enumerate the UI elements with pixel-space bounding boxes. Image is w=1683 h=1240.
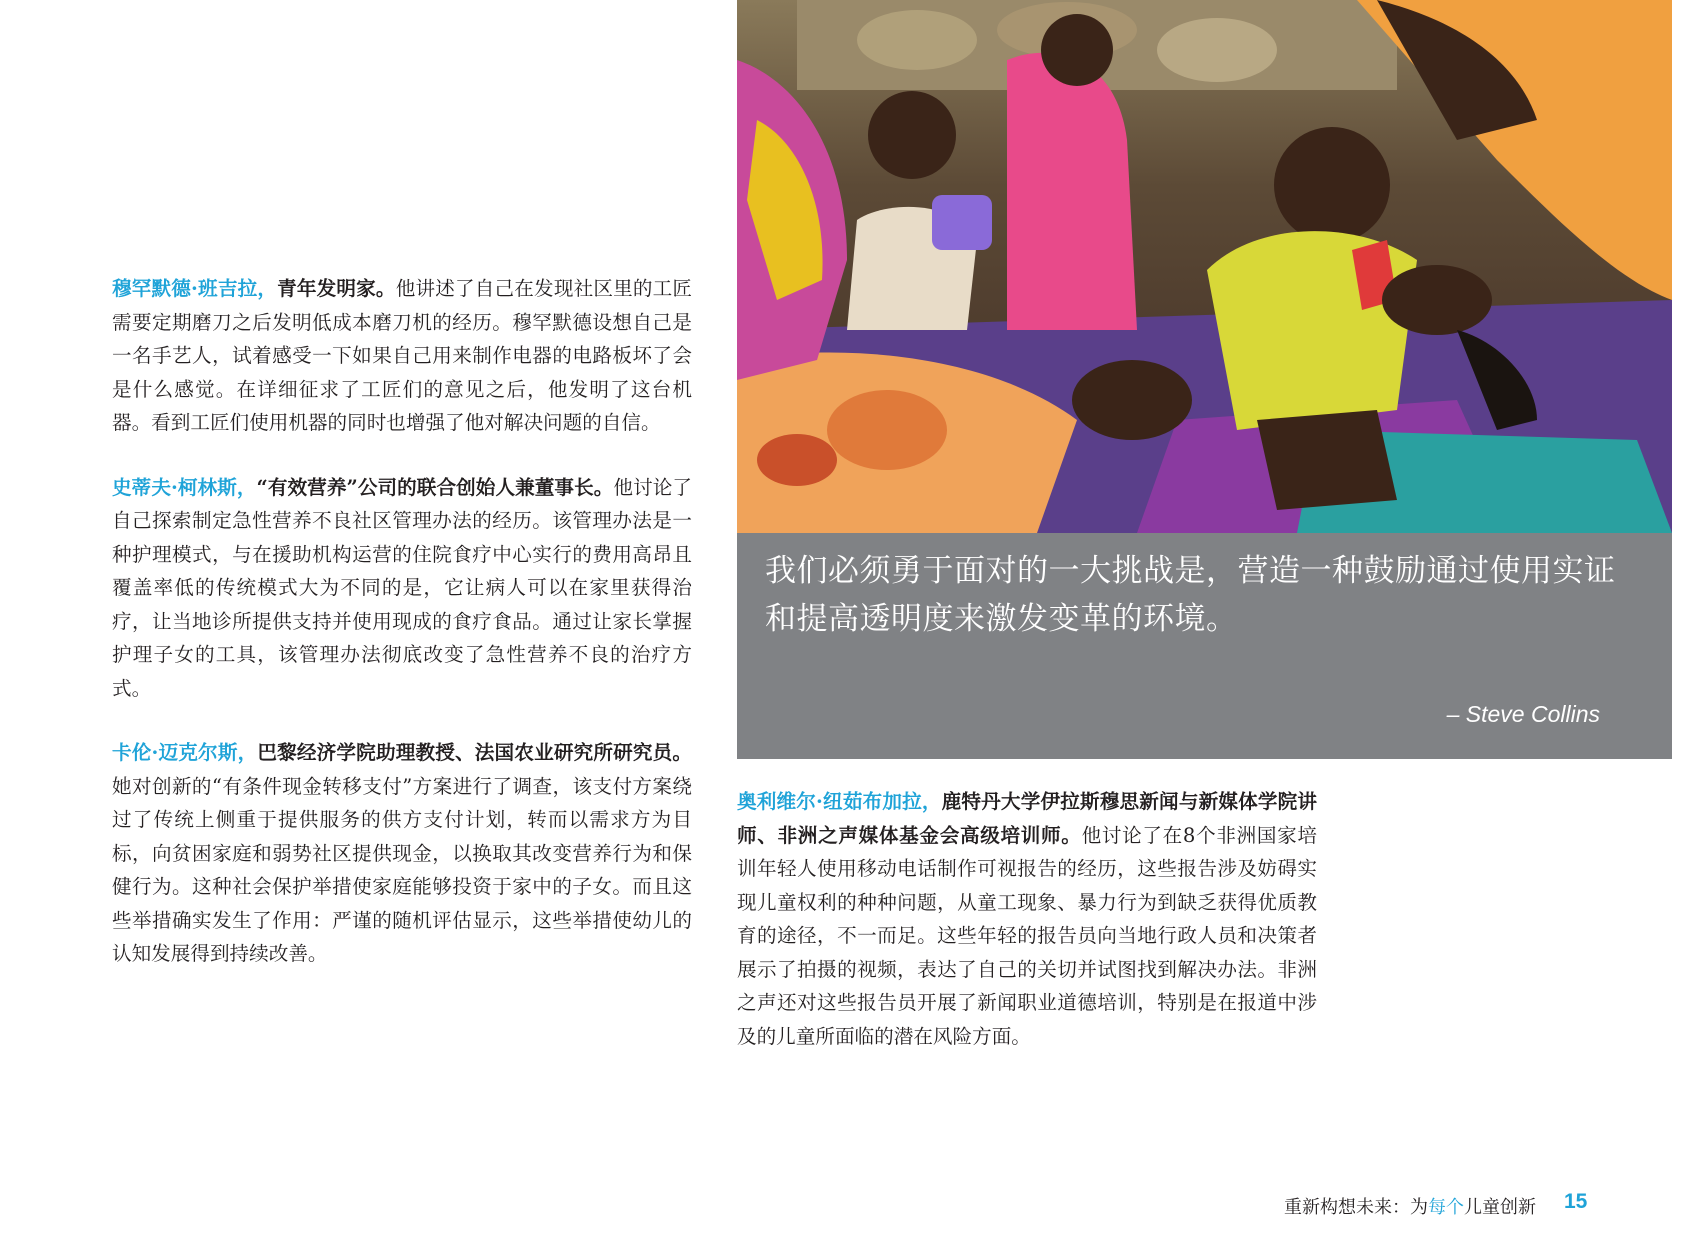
right-column <box>737 785 1317 1053</box>
page-footer <box>1284 1190 1604 1220</box>
entry-body: 他讨论了自己探索制定急性营养不良社区管理办法的经历。该管理办法是一种护理模式，与在援助机构运营的住院食疗中心实行的费用高昂且覆盖率低的传统模式大为不同的是，它让病人可以在家里获得治疗，让当地诊所提供支持并使用现成的食疗食品。通过让家长掌握护理子女的工具，该管理办法彻底改变了急性营养不良的治疗方式。 <box>112 475 692 700</box>
quote-text: 我们必须勇于面对的一大挑战是，营造一种鼓励通过使用实证和提高透明度来激发变革的环境。 <box>765 553 1616 637</box>
quote-attribution: – Steve Collins <box>1446 701 1600 727</box>
left-column <box>112 272 692 971</box>
person-name: 奥利维尔·纽茹布加拉， <box>737 790 942 813</box>
person-title: 鹿特丹大学伊拉斯穆思新闻与新媒体学院讲师、非洲之声媒体基金会高级培训师。 <box>737 790 1317 847</box>
photo-children-feeding <box>737 0 1672 533</box>
person-name: 史蒂夫·柯林斯， <box>112 475 257 499</box>
person-title: “有效营养”公司的联合创始人兼董事长。 <box>256 475 614 499</box>
entry-steve <box>112 471 692 706</box>
person-title: 青年发明家。 <box>277 277 396 300</box>
running-title-prefix: 重新构想未来：为 <box>1284 1197 1428 1218</box>
running-title-highlight: 每个 <box>1428 1197 1464 1218</box>
page-number: 15 <box>1564 1190 1588 1213</box>
person-name: 穆罕默德·班吉拉， <box>112 277 278 300</box>
entry-olivier <box>737 785 1317 1053</box>
entry-mohammed <box>112 272 692 440</box>
running-title <box>1284 1193 1536 1219</box>
entry-body: 她对创新的“有条件现金转移支付”方案进行了调查，该支付方案绕过了传统上侧重于提供服务的供方支付计划，转而以需求方为目标，向贫困家庭和弱势社区提供现金，以换取其改变营养行为和保健行为。这种社会保护举措使家庭能够投资于家中的子女。而且这些举措确实发生了作用：严谨的随机评估显示，这些举措使幼儿的认知发展得到持续改善。 <box>112 774 692 965</box>
entry-karen <box>112 736 692 971</box>
person-name: 卡伦·迈克尔斯， <box>112 741 258 764</box>
person-title: 巴黎经济学院助理教授、法国农业研究所研究员。 <box>257 741 693 764</box>
entry-body: 他讨论了在8个非洲国家培训年轻人使用移动电话制作可视报告的经历，这些报告涉及妨碍实现儿童权利的种种问题，从童工现象、暴力行为到缺乏获得优质教育的途径，不一而足。这些年轻的报告员向当地行政人员和决策者展示了拍摄的视频，表达了自己的关切并试图找到解决办法。非洲之声还对这些报告员开展了新闻职业道德培训，特别是在报道中涉及的儿童所面临的潜在风险方面。 <box>737 823 1318 1048</box>
pull-quote <box>737 533 1672 759</box>
running-title-suffix: 儿童创新 <box>1464 1197 1536 1218</box>
entry-body: 他讲述了自己在发现社区里的工匠需要定期磨刀之后发明低成本磨刀机的经历。穆罕默德设想自己是一名手艺人，试着感受一下如果自己用来制作电器的电路板坏了会是什么感觉。在详细征求了工匠们的意见之后，他发明了这台机器。看到工匠们使用机器的同时也增强了他对解决问题的自信。 <box>112 277 693 434</box>
